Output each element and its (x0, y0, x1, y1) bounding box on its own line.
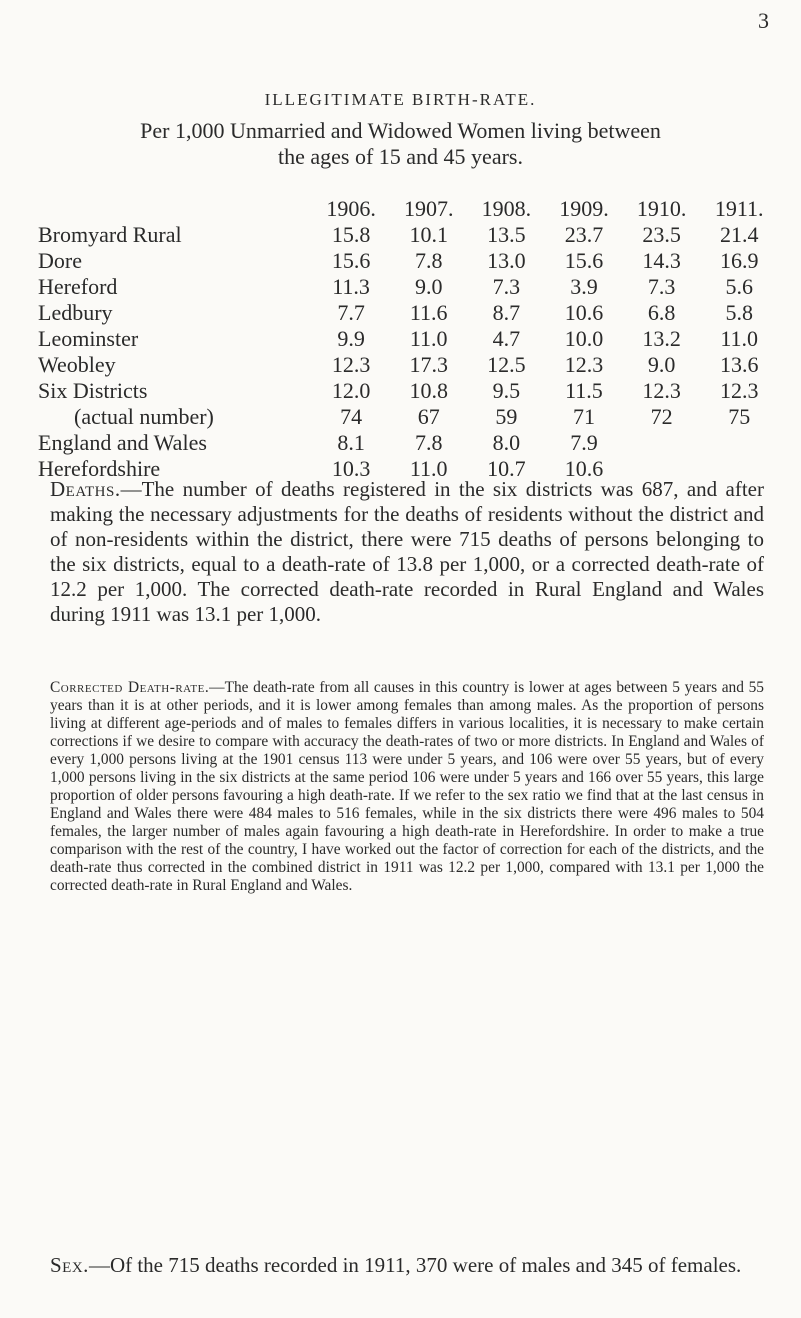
table-cell: 8.7 (492, 300, 521, 325)
row-label: (actual number) (74, 404, 214, 429)
table-cell: 23.5 (642, 222, 681, 247)
table-cell: 16.9 (719, 248, 759, 273)
sex-paragraph (50, 1253, 764, 1278)
table-cell: 7.3 (647, 274, 676, 299)
table-row (38, 430, 778, 456)
table-cell: 12.0 (331, 378, 371, 403)
corrected-death-rate-paragraph (50, 679, 764, 895)
table-cell: 12.5 (487, 352, 526, 377)
table-cell: 67 (417, 404, 440, 429)
table-cell: 7.8 (414, 430, 443, 455)
table-cell: 7.3 (492, 274, 521, 299)
deaths-paragraph (50, 477, 764, 627)
row-label: England and Wales (38, 430, 207, 455)
row-label: Dore (38, 248, 82, 273)
row-label: Hereford (38, 274, 118, 299)
table-cell: 17.3 (409, 352, 448, 377)
table-cell: 11.0 (409, 456, 448, 481)
table-cell: 10.3 (331, 456, 371, 481)
subheading-line-1: Per 1,000 Unmarried and Widowed Women living between (140, 118, 661, 143)
subheading-line-2: the ages of 15 and 45 years. (278, 144, 523, 169)
table-cell: 4.7 (492, 326, 521, 351)
table-cell: 8.0 (492, 430, 521, 455)
table-cell: 5.6 (725, 274, 753, 299)
row-label: Ledbury (38, 300, 113, 325)
table-header-row (38, 196, 778, 222)
table-cell: 13.6 (719, 352, 759, 377)
table-row (38, 352, 778, 378)
table-cell: 7.8 (414, 248, 443, 273)
sex-lead: Sex. (50, 1253, 89, 1277)
table-cell: 6.8 (647, 300, 676, 325)
table-row (38, 274, 778, 300)
table-cell: 12.3 (331, 352, 371, 377)
table-cell: 10.7 (487, 456, 526, 481)
row-label: Bromyard Rural (38, 222, 182, 247)
table-cell: 11.0 (720, 326, 759, 351)
table-cell: 13.2 (642, 326, 681, 351)
table-cell: 7.7 (337, 300, 365, 325)
row-label: Leominster (38, 326, 139, 351)
sex-text: —Of the 715 deaths recorded in 1911, 370 were of males and 345 of females. (88, 1253, 742, 1277)
table-row (38, 300, 778, 326)
table-cell: 9.0 (647, 352, 676, 377)
table-cell: 10.0 (564, 326, 604, 351)
table-cell: 71 (572, 404, 595, 429)
page-number: 3 (758, 8, 769, 33)
table-cell: 12.3 (642, 378, 681, 403)
table-cell: 10.1 (409, 222, 448, 247)
table-cell: 15.8 (331, 222, 371, 247)
table-cell: 23.7 (564, 222, 604, 247)
table-row (38, 326, 778, 352)
table-cell: 59 (495, 404, 518, 429)
table-cell: 11.5 (565, 378, 603, 403)
corrected-lead: Corrected Death-rate. (50, 679, 210, 697)
table-cell: 21.4 (719, 222, 759, 247)
table-cell: 5.8 (725, 300, 753, 325)
table-cell: 12.3 (564, 352, 604, 377)
table-cell: 15.6 (331, 248, 371, 273)
table-heading: ILLEGITIMATE BIRTH-RATE. (264, 90, 537, 109)
table-cell: 10.6 (564, 300, 604, 325)
table-cell: 75 (728, 404, 751, 429)
table-subheading (0, 118, 801, 170)
table-row (38, 378, 778, 404)
year-header: 1906. (326, 196, 376, 221)
year-header: 1910. (636, 196, 687, 221)
table-cell: 7.9 (570, 430, 598, 455)
birth-rate-table (38, 196, 778, 482)
deaths-lead: Deaths. (50, 477, 121, 501)
table-cell: 10.8 (409, 378, 448, 403)
table-cell: 13.5 (487, 222, 526, 247)
table-cell (623, 430, 701, 456)
table-cell: 9.5 (492, 378, 521, 403)
table-cell: 13.0 (487, 248, 526, 273)
table-cell: 3.9 (570, 274, 598, 299)
table-cell: 74 (340, 404, 363, 429)
table-cell: 12.3 (719, 378, 759, 403)
year-header: 1908. (481, 196, 532, 221)
table-cell: 11.3 (332, 274, 370, 299)
year-header: 1909. (559, 196, 609, 221)
table-row (38, 404, 778, 430)
deaths-text: —The number of deaths registered in the six districts was 687, and after making the necessary adjustments for the deaths of residents without the district and of non-residents within the district, there were 715 deaths of persons belonging to the six districts, equal to a death-rate of 13.8 per 1,000, or a corrected death-rate of 12.2 per 1,000. The corrected death-rate recorded in Rural England and Wales during 1911 was 13.1 per 1,000. (50, 477, 764, 626)
row-label: Six Districts (38, 378, 148, 403)
table-cell: 10.6 (564, 456, 604, 481)
table-row (38, 222, 778, 248)
header-label-cell (38, 196, 312, 222)
table-cell: 72 (650, 404, 673, 429)
table-cell: 14.3 (642, 248, 681, 273)
table-cell: 9.9 (337, 326, 365, 351)
table-cell: 15.6 (564, 248, 604, 273)
table-cell: 9.0 (414, 274, 443, 299)
table-cell (700, 430, 778, 456)
table-cell: 11.6 (409, 300, 448, 325)
table-cell: 8.1 (337, 430, 365, 455)
corrected-text: —The death-rate from all causes in this country is lower at ages between 5 years and 55 years than it is at other periods, and it is lower among females than among males. As the proportion of persons living at different age-periods and of males to females differs in various localities, it is necessary to make certain corrections if we desire to compare with accuracy the death-rates of two or more districts. In England and Wales of every 1,000 persons living at the 1901 census 113 were under 5 years, and 106 were over 55 years, but of every 1,000 persons living in the six districts at the same period 106 were under 5 years and 166 over 55 years, this large proportion of older persons favouring a high death-rate. If we refer to the sex ratio we find that at the last census in England and Wales there were 484 males to 516 females, while in the six districts there were 496 males to 504 females, the larger number of males again favouring a high death-rate in Herefordshire. In order to make a true comparison with the rest of the country, I have worked out the factor of correction for each of the districts, and the death-rate thus corrected in the combined district in 1911 was 12.2 per 1,000, compared with 13.1 per 1,000 the corrected death-rate in Rural England and Wales. (50, 679, 764, 895)
year-header: 1907. (403, 196, 454, 221)
table-cell: 11.0 (409, 326, 448, 351)
year-header: 1911. (714, 196, 764, 221)
row-label: Herefordshire (38, 456, 161, 481)
row-label: Weobley (38, 352, 116, 377)
table-row (38, 248, 778, 274)
